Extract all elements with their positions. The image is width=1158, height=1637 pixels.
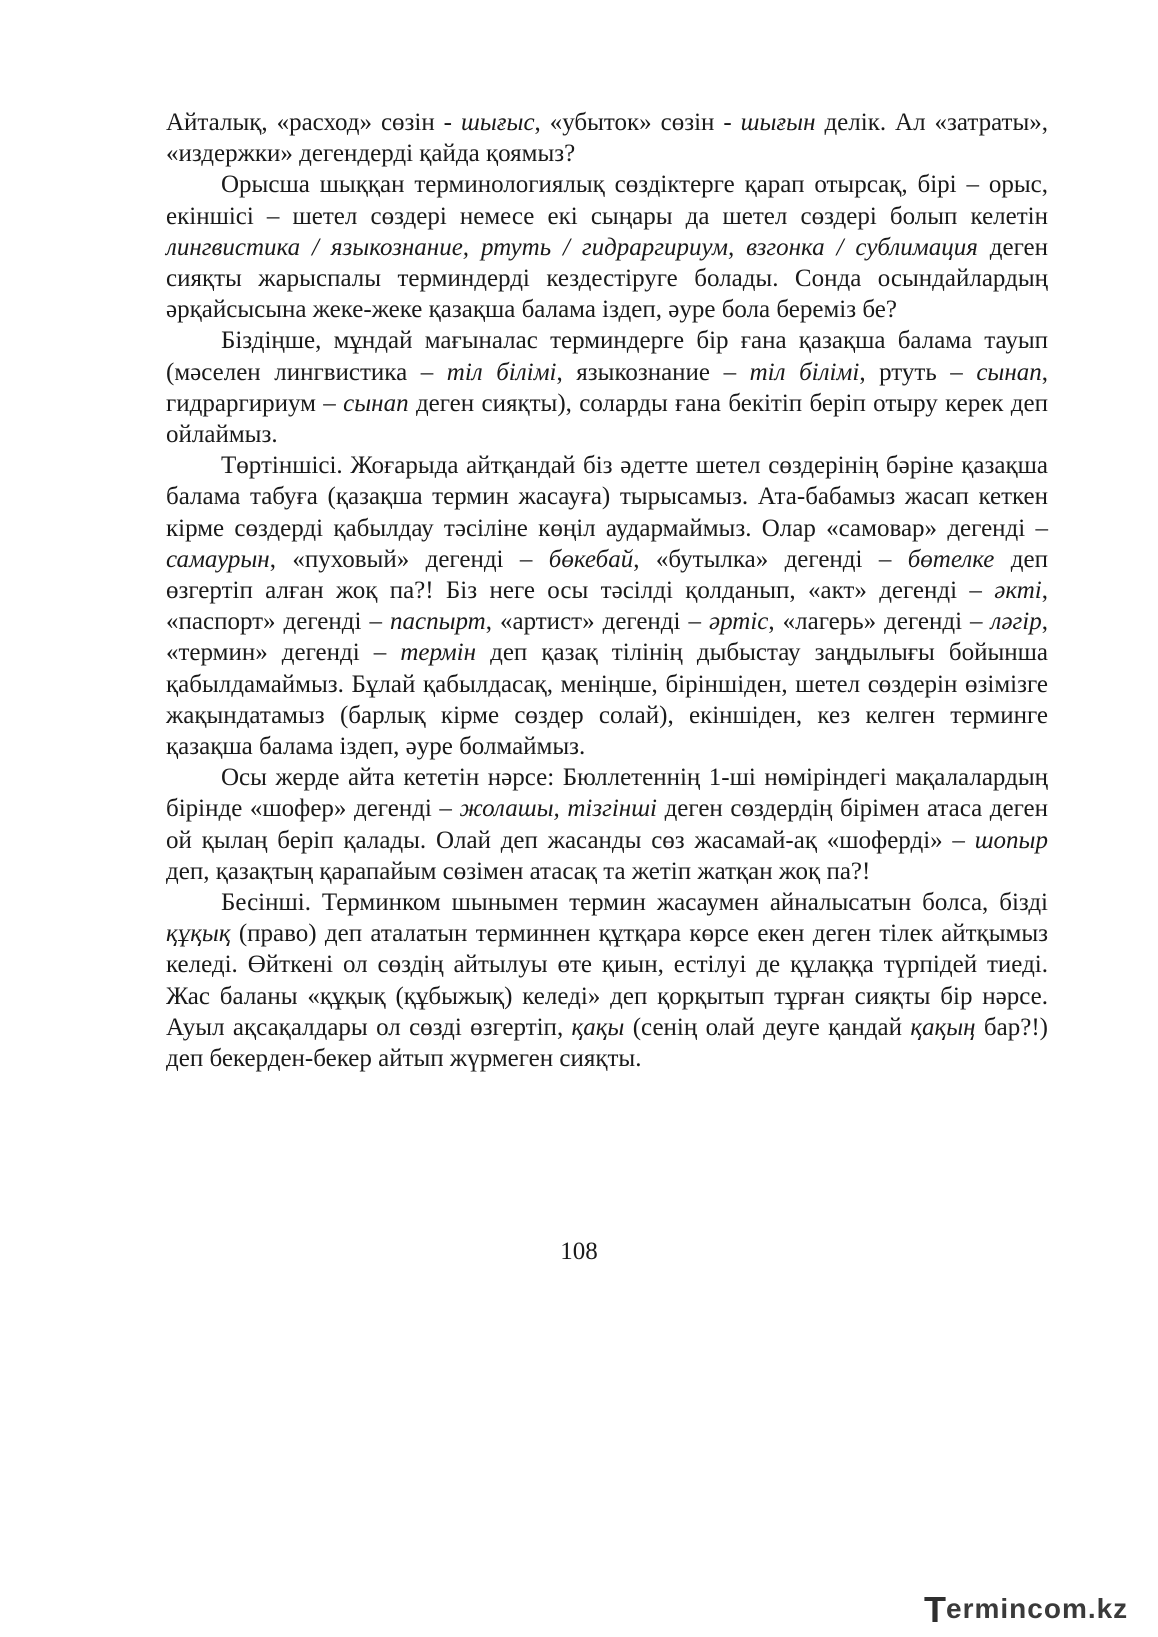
italic-term: сынап — [976, 358, 1042, 386]
body-text — [166, 107, 1048, 1074]
watermark-text: ermincom.kz — [946, 1593, 1129, 1624]
paragraph — [166, 169, 1048, 325]
italic-term: термін — [400, 639, 477, 667]
italic-term: ләгір — [990, 608, 1042, 636]
italic-term: жолашы, тізгінші — [459, 795, 658, 823]
text-run: Бесінші. Терминком шынымен термин жасаумен айналысатын болса, бізді — [221, 889, 1048, 917]
text-run: , «термин» дегенді – — [166, 608, 1048, 667]
italic-term: бөтелке — [907, 545, 995, 573]
italic-term: лингвистика / языкознание, ртуть / гидраргириум, взгонка / сублимация — [166, 233, 978, 261]
text-run: , гидраргириум – — [166, 358, 1049, 417]
text-run: (сенің олай деуге қандай — [624, 1013, 911, 1041]
text-run: деген сияқты), соларды ғана бекітіп беріп отыру керек деп ойлаймыз. — [166, 389, 1048, 449]
page-number: 108 — [560, 1238, 598, 1265]
text-run: , «убыток» сөзін - — [534, 109, 741, 136]
text-run: деген сияқты жарыспалы терминдерді кездестіруге болады. Сонда осындайлардың әрқайсысына жеке-жеке қазақша балама іздеп, әуре бола береміз бе? — [166, 233, 1048, 324]
italic-term: шопыр — [974, 826, 1048, 854]
paragraph — [166, 887, 1048, 1074]
italic-term: әкті — [994, 577, 1042, 605]
text-run: Төртіншісі. Жоғарыда айтқандай біз әдетте шетел сөздерінің бәріне қазақша балама табуға (қазақша термин жасауға) тырысамыз. Ата-бабамыз жасап кеткен кірме сөздерді қабылдау тәсіліне көңіл аудармаймыз. Олар «самовар» дегенді – — [166, 452, 1048, 542]
italic-term: әртіс — [709, 608, 769, 636]
text-run: Осы жерде айта кететін нәрсе: Бюллетеннің 1-ші нөміріндегі мақалалардың бірінде «шофер» дегенді – — [166, 764, 1048, 823]
italic-term: самаурын — [166, 545, 270, 573]
italic-term: шығын — [740, 109, 816, 136]
text-run: , «паспорт» дегенді – — [166, 577, 1048, 636]
italic-term: қақы — [571, 1013, 625, 1041]
watermark-letter: T — [924, 1589, 946, 1630]
italic-term: құқық — [166, 920, 231, 948]
paragraph — [166, 450, 1048, 762]
text-run: , «пуховый» дегенді – — [269, 545, 549, 573]
paragraph — [166, 107, 1048, 169]
italic-term: бөкебай — [548, 545, 634, 573]
text-run: делік. Ал «затраты», «издержки» дегендерді қайда қоямыз? — [166, 109, 1048, 168]
text-run: Орысша шыққан терминологиялық сөздіктерге қарап отырсақ, бірі – орыс, екіншісі – шетел сөздері немесе екі сыңары да шетел сөздері болып келетін — [166, 171, 1048, 230]
italic-term: сынап — [343, 389, 409, 417]
paragraph — [166, 325, 1048, 450]
text-run: бар?!) деп бекерден-бекер айтып жүрмеген сияқты. — [166, 1013, 1048, 1073]
text-run: деген сөздердің бірімен атаса деген ой қылаң беріп қалады. Олай деп жасанды сөз жасамай-ақ «шоферді» – — [166, 795, 1048, 854]
text-run: Айталық, «расход» сөзін - — [166, 109, 461, 136]
text-run: , «лагерь» дегенді – — [768, 608, 991, 636]
italic-term: қақың — [910, 1013, 976, 1041]
text-run: (право) деп аталатын терминнен құтқара көрсе екен деген тілек айтқымыз келеді. Өйткені ол сөздің айтылуы өте қиын, естілуі де құлаққа түрпідей тиеді. Жас баланы «құқық (құбыжық) келеді» деп қорқытып тұрған сияқты бір нәрсе. Ауыл ақсақалдары ол сөзді өзгертіп, — [166, 920, 1048, 1041]
italic-term: тіл білімі — [446, 358, 557, 386]
text-run: , ртуть – — [859, 358, 977, 386]
watermark-logo — [924, 1589, 1144, 1633]
italic-term: тіл білімі — [749, 358, 860, 386]
italic-term: шығыс — [460, 109, 535, 136]
text-run: , языкознание – — [556, 358, 750, 386]
watermark-magnifier-icon: o — [1043, 1593, 1062, 1624]
paragraph — [166, 762, 1048, 887]
text-run: , «бутылка» дегенді – — [633, 545, 908, 573]
text-run: деп өзгертіп алған жоқ па?! Біз неге осы тәсілді қолданып, «акт» дегенді – — [166, 545, 1048, 605]
text-run: , «артист» дегенді – — [485, 608, 709, 636]
text-run: деп, қазақтың қарапайым сөзімен атасақ та жетіп жатқан жоқ па?! — [166, 857, 871, 885]
text-run: Біздіңше, мұндай мағыналас терминдерге бір ғана қазақша балама тауып (мәселен лингвистика – — [166, 327, 1048, 386]
text-run: деп қазақ тілінің дыбыстау заңдылығы бойынша қабылдамаймыз. Бұлай қабылдасақ, меніңше, біріншіден, шетел сөздерін өзімізге жақындатамыз (барлық кірме сөздер солай), екіншіден, кез келген терминге қазақша балама іздеп, әуре болмаймыз. — [166, 639, 1048, 761]
italic-term: паспырт — [389, 608, 486, 636]
